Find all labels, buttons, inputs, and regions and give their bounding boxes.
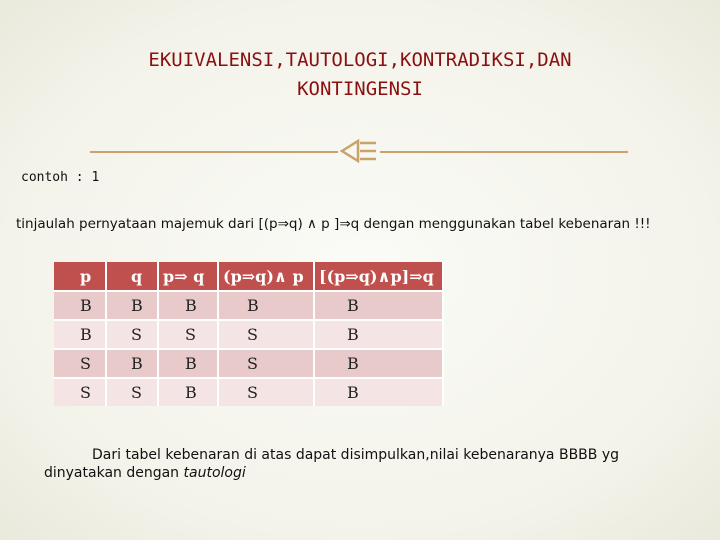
conclusion-text	[44, 446, 684, 482]
table-header-row	[54, 262, 443, 291]
divider-line-left	[90, 151, 338, 153]
table-cell: B	[106, 349, 158, 378]
table-cell: B	[158, 291, 218, 320]
header-p-implies-q: p⇒ q	[158, 262, 218, 291]
conclusion-line-2	[44, 464, 684, 482]
table-row	[54, 349, 443, 378]
table-cell: B	[54, 291, 106, 320]
table-cell: B	[158, 378, 218, 406]
slide-title-line-2: KONTINGENSI	[297, 78, 423, 100]
table-cell: B	[314, 320, 443, 349]
slide-title-line-1: EKUIVALENSI,TAUTOLOGI,KONTRADIKSI,DAN	[148, 49, 572, 71]
table-cell: B	[218, 291, 314, 320]
table-cell: B	[106, 291, 158, 320]
table-cell: B	[54, 320, 106, 349]
table-row	[54, 320, 443, 349]
table-cell: B	[314, 378, 443, 406]
header-p: p	[54, 262, 106, 291]
divider-line-right	[380, 151, 628, 153]
table-row	[54, 291, 443, 320]
table-cell: B	[314, 349, 443, 378]
table-cell: S	[106, 378, 158, 406]
header-implication-and-p: (p⇒q)∧ p	[218, 262, 314, 291]
conclusion-line-1: Dari tabel kebenaran di atas dapat disimpulkan,nilai kebenaranya BBBB yg	[92, 447, 620, 463]
slide-title	[40, 46, 680, 104]
table-cell: S	[218, 349, 314, 378]
table-cell: S	[218, 378, 314, 406]
conclusion-term: tautologi	[183, 465, 246, 481]
ornament-icon	[340, 138, 378, 164]
table-cell: S	[54, 378, 106, 406]
table-cell: S	[106, 320, 158, 349]
statement-text: tinjaulah pernyataan majemuk dari [(p⇒q) ∧ p ]⇒q dengan menggunakan tabel kebenaran !!!	[16, 216, 651, 232]
table-row	[54, 378, 443, 406]
conclusion-prefix: dinyatakan dengan	[44, 465, 180, 481]
table-cell: B	[314, 291, 443, 320]
table-cell: S	[218, 320, 314, 349]
example-label: contoh : 1	[21, 170, 100, 185]
table-cell: S	[158, 320, 218, 349]
header-q: q	[106, 262, 158, 291]
table-cell: B	[158, 349, 218, 378]
truth-table	[54, 262, 444, 406]
header-full-statement: [(p⇒q)∧p]⇒q	[314, 262, 443, 291]
table-cell: S	[54, 349, 106, 378]
